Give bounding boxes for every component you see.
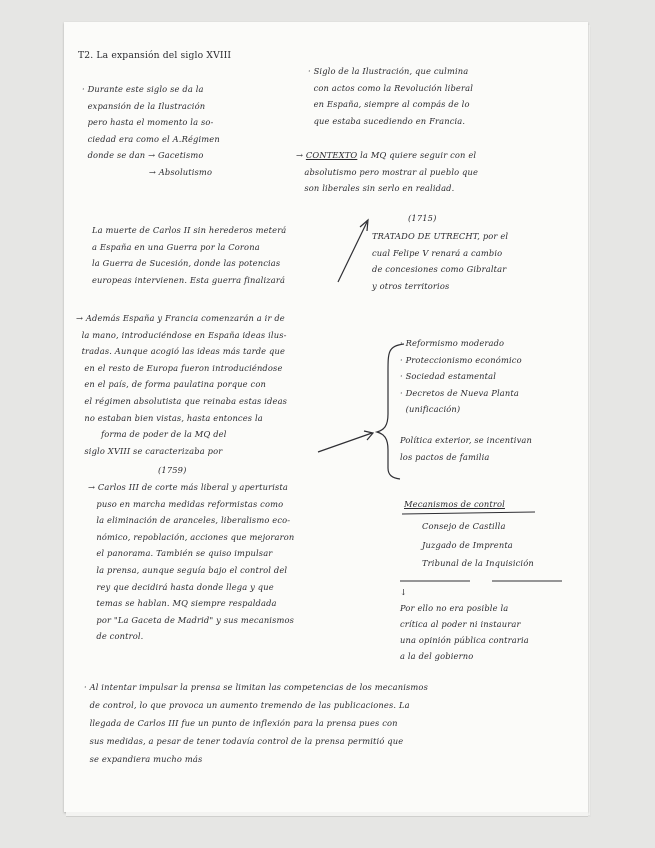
context-label: CONTEXTO bbox=[305, 150, 358, 160]
feature-item: · Reformismo moderado bbox=[400, 338, 505, 348]
utrecht-year: (1715) bbox=[408, 213, 437, 223]
feature-item: · Sociedad estamental bbox=[400, 371, 497, 382]
mechanism-item: Juzgado de Imprenta bbox=[422, 539, 513, 550]
carlos3-note: → Carlos III de corte más liberal y aperturista puso en marcha medidas reformistas como la eliminación de aranceles, liberalismo eco- nómico, repoblación, acciones que mejoraron el panorama. También se quiso impulsar la prensa, aunque seguía bajo el control del rey que decidirá hasta donde llega y que temas se hablan. MQ siempre respaldada por "La Gaceta de Madrid" y sus mecanismos de control. bbox=[88, 482, 295, 642]
context-text: la MQ quiere seguir con el absolutismo pero mostrar al pueblo que son liberales sin serlo en realidad. bbox=[304, 150, 479, 194]
mechanism-item: Consejo de Castilla bbox=[422, 521, 506, 531]
mechanism-item: Tribunal de la Inquisición bbox=[422, 558, 534, 569]
arrow-to-brace bbox=[318, 433, 372, 452]
arrow-to-utrecht bbox=[338, 222, 367, 282]
feature-item: · Proteccionismo económico bbox=[400, 354, 522, 365]
alliance-note: → Además España y Francia comenzarán a ir de la mano, introduciéndose en España ideas ilus- tradas. Aunque acogió las ideas más tarde que en el resto de Europa fueron introduciéndose en el país, de forma paulatina porque con el régimen absolutista que reinaba estas ideas no estaban bien vistas, hasta entonces la forma de poder de la MQ del siglo XVIII se caracterizaba por bbox=[76, 313, 288, 456]
intro-right-note: · Siglo de la Ilustración, que culmina con actos como la Revolución liberal en España, siempre al compás de lo que estaba sucediendo en Francia. bbox=[308, 66, 474, 126]
intro-left-note: · Durante este siglo se da la expansión de la Ilustración pero hasta el momento la so- ciedad era como el A.Régimen donde se dan → Gacetismo → Absolutismo bbox=[82, 84, 220, 177]
features-list bbox=[400, 335, 522, 418]
mechanisms-list bbox=[422, 518, 534, 572]
succession-note: La muerte de Carlos II sin herederos meterá a España en una Guerra por la Corona la Guerra de Sucesión, donde las potencias europeas intervienen. Esta guerra finalizará bbox=[92, 225, 287, 285]
closing-note: · Al intentar impulsar la prensa se limitan las competencias de los mecanismos de control, lo que provoca un aumento tremendo de las publicaciones. La llegada de Carlos III fue un punto de inflexión para la prensa pues con sus medidas, a pesar de tener todavía control de la prensa permitió que se expandiera mucho más bbox=[84, 682, 428, 764]
context-note: → CONTEXTO la MQ quiere seguir con el absolutismo pero mostrar al pueblo que son liberales sin serlo en realidad. bbox=[296, 150, 479, 194]
page-title: T2. La expansión del siglo XVIII bbox=[78, 50, 232, 61]
mechanisms-heading: Mecanismos de control bbox=[404, 499, 505, 509]
feature-item: (unificación) bbox=[400, 404, 461, 415]
feature-item: · Decretos de Nueva Planta bbox=[400, 387, 519, 398]
carlos3-year: (1759) bbox=[158, 465, 187, 475]
utrecht-note: TRATADO DE UTRECHT, por el cual Felipe V renará a cambio de concesiones como Gibraltar y otros territorios bbox=[372, 231, 509, 291]
mechanisms-consequence: ↓ Por ello no era posible la crítica al poder ni instaurar una opinión pública contraria a la del gobierno bbox=[400, 587, 529, 661]
foreign-policy-note: Política exterior, se incentivan los pactos de familia bbox=[400, 435, 533, 462]
